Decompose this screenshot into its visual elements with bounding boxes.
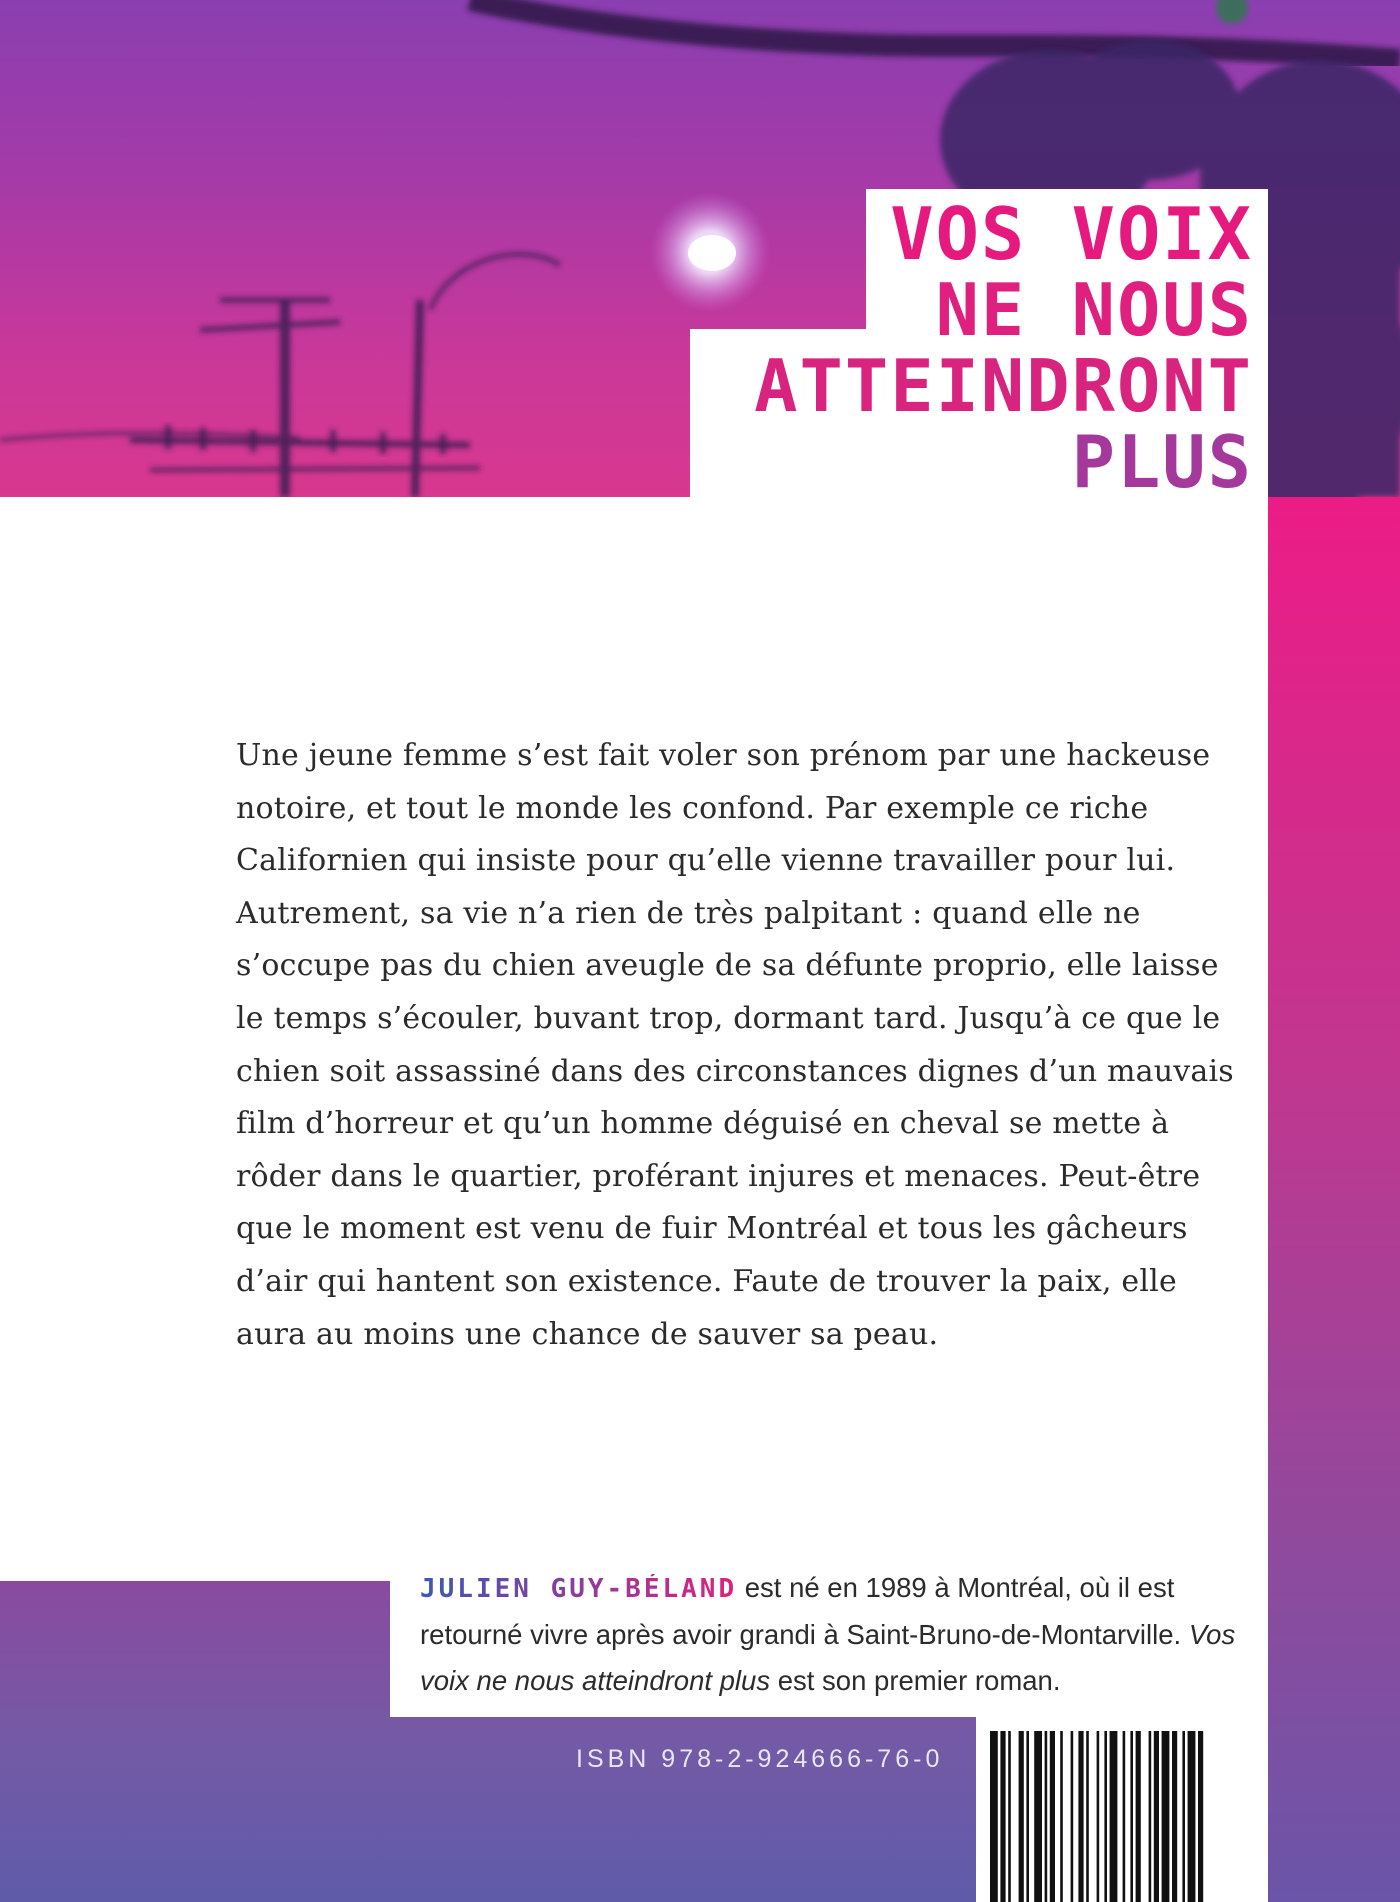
barcode-bar bbox=[1078, 1731, 1083, 1902]
author-bio-text-1: est né en 1989 à Montréal, où il est retourné vivre après avoir grandi à Saint-Bruno-de-Montarville. bbox=[420, 1572, 1189, 1650]
author-name: JULIEN GUY-BÉLAND bbox=[420, 1574, 738, 1604]
title-line-4: PLUS bbox=[1071, 420, 1253, 504]
barcode-bar bbox=[1198, 1731, 1203, 1902]
barcode-bar bbox=[990, 1731, 998, 1902]
barcode-bar bbox=[1162, 1731, 1170, 1902]
author-bio-text-2: est son premier roman. bbox=[770, 1665, 1061, 1696]
barcode-bar bbox=[1130, 1731, 1133, 1902]
barcode-bar bbox=[1060, 1731, 1063, 1902]
title-line-1: VOS VOIX bbox=[890, 192, 1253, 276]
barcode-bar bbox=[1026, 1731, 1029, 1902]
barcode-bar bbox=[1149, 1731, 1152, 1902]
author-bio bbox=[420, 1565, 1260, 1704]
isbn-label: ISBN 978-2-924666-76-0 bbox=[576, 1745, 944, 1773]
barcode-bar bbox=[1034, 1731, 1042, 1902]
barcode-bar bbox=[1123, 1731, 1126, 1902]
barcode-bar bbox=[1110, 1731, 1118, 1902]
barcode bbox=[976, 1717, 1268, 1902]
barcode-bar bbox=[1019, 1731, 1024, 1902]
barcode-bar bbox=[1136, 1731, 1141, 1902]
barcode-bar bbox=[1045, 1731, 1048, 1902]
title-line-2: NE NOUS bbox=[935, 268, 1253, 352]
barcode-bar bbox=[1172, 1731, 1177, 1902]
barcode-bar bbox=[1104, 1731, 1107, 1902]
author-book-title: Vos voix ne nous atteindront plus bbox=[420, 1619, 1236, 1696]
barcode-bar bbox=[1188, 1731, 1196, 1902]
barcode-bar bbox=[1154, 1731, 1159, 1902]
barcode-bar bbox=[1097, 1731, 1100, 1902]
book-blurb: Une jeune femme s’est fait voler son prénom par une hackeuse notoire, et tout le monde les confond. Par exemple ce riche Californien qui insiste pour qu’elle vienne travailler pour lui. Autrement, sa vie n’a rien de très palpitant : quand elle ne s’occupe pas du chien aveugle de sa défunte proprio, elle laisse le temps s’écouler, buvant trop, dormant tard. Jusqu’à ce que le chien soit assassiné dans des circonstances dignes d’un mauvais film d’horreur et qu’un homme déguisé en cheval se mette à rôder dans le quartier, proférant injures et menaces. Peut-être que le moment est venu de fuir Montréal et tous les gâcheurs d’air qui hantent son existence. Faute de trouver la paix, elle aura au moins une chance de sauver sa peau. bbox=[236, 738, 1234, 1352]
barcode-icon bbox=[990, 1731, 1252, 1902]
barcode-bar bbox=[1182, 1731, 1185, 1902]
barcode-bar bbox=[1050, 1731, 1055, 1902]
barcode-bar bbox=[1071, 1731, 1074, 1902]
barcode-bar bbox=[1086, 1731, 1089, 1902]
barcode-bar bbox=[1000, 1731, 1005, 1902]
title-line-3: ATTEINDRONT bbox=[754, 344, 1253, 428]
barcode-bar bbox=[1008, 1731, 1011, 1902]
right-color-strip bbox=[1268, 497, 1400, 1902]
